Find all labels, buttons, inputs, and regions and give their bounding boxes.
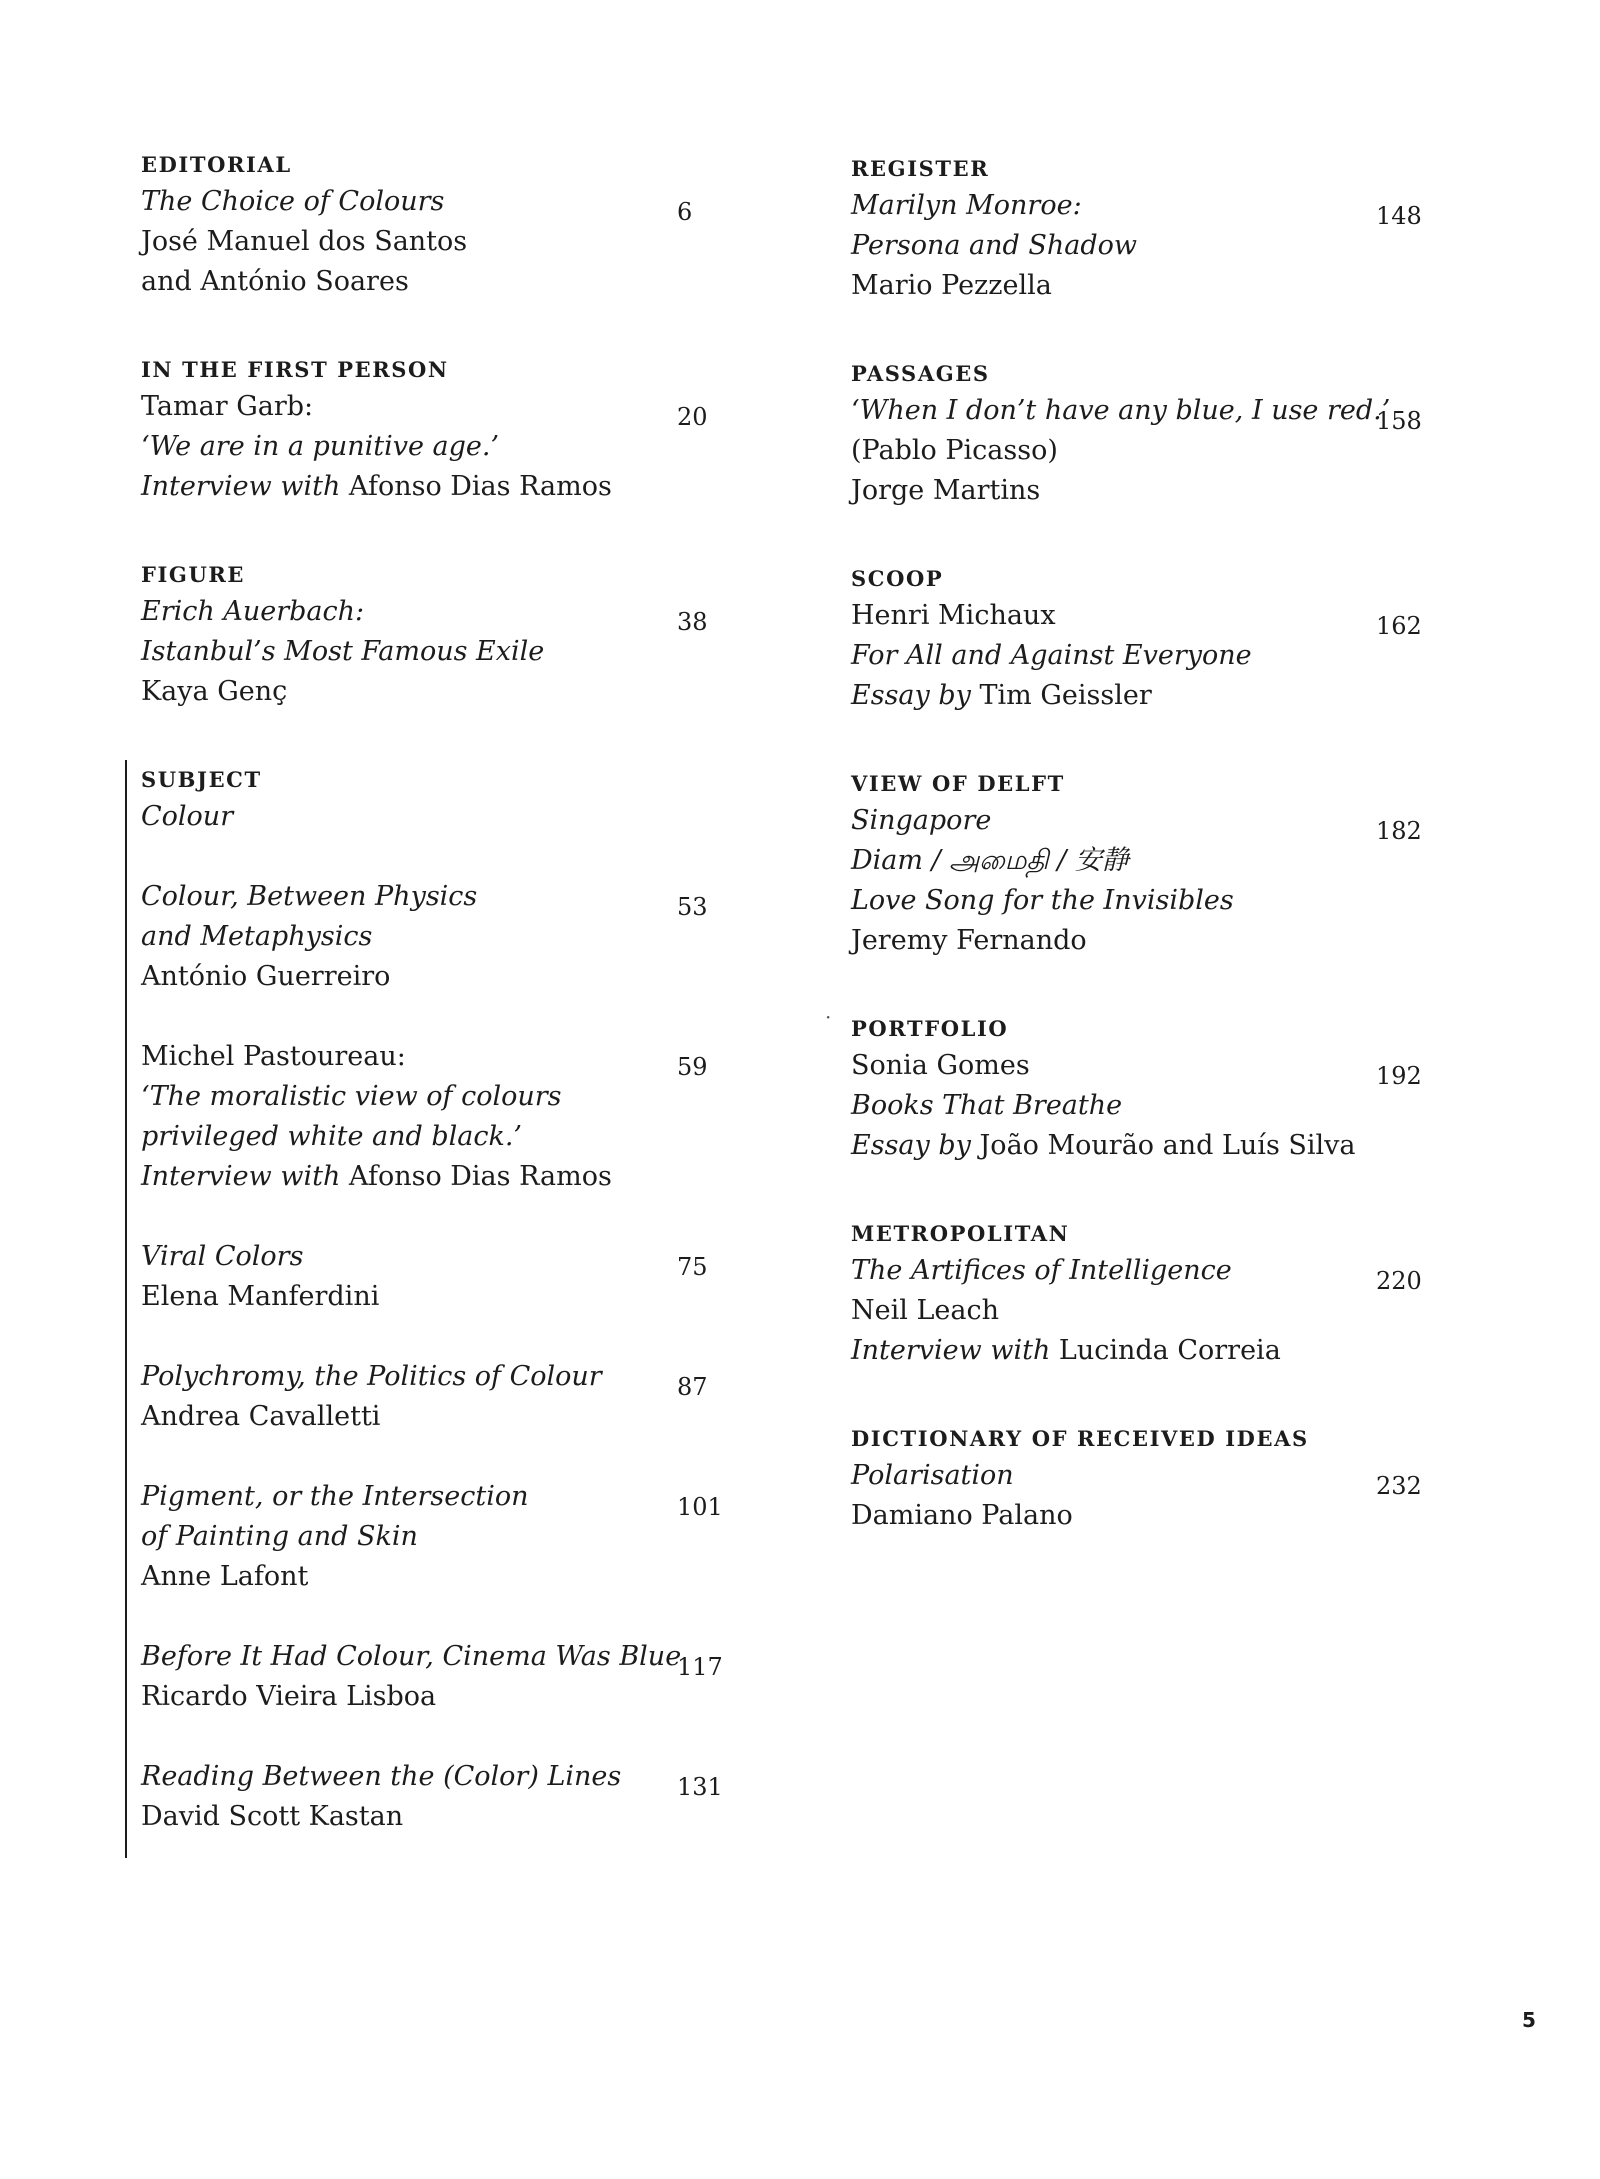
entry-line [141,1077,741,1117]
section-heading: SCOOP [851,566,944,591]
section-heading: PASSAGES [851,361,990,386]
italic-text: Colour [141,801,234,832]
italic-text: Interview with [851,1335,1059,1366]
section-heading: METROPOLITAN [851,1221,1070,1246]
section-heading: EDITORIAL [141,152,292,177]
italic-text: Interview with [141,471,349,502]
italic-text: Pigment, or the Intersection [141,1481,529,1512]
page-ref: 38 [677,608,708,636]
entry-line [141,1037,741,1077]
entry-line [141,1277,741,1317]
italic-text: The Choice of Colours [141,186,445,217]
entry-line [141,877,741,917]
toc-section-metropolitan [851,1217,1451,1371]
italic-text: Interview with [141,1161,349,1192]
page-ref: 117 [677,1653,723,1681]
italic-text: Polarisation [851,1460,1014,1491]
toc-section-scoop [851,562,1451,716]
roman-text: David Scott Kastan [141,1801,404,1832]
page-ref: 59 [677,1053,708,1081]
entry-line [141,1797,741,1837]
toc-entry [141,592,741,712]
entry-line [141,222,741,262]
entry-line [141,917,741,957]
italic-text: Marilyn Monroe: [851,190,1082,221]
toc-section-portfolio [851,1012,1451,1166]
toc-entry [851,186,1451,306]
entry-line [141,1117,741,1157]
italic-text: and Metaphysics [141,921,373,952]
roman-text: Neil Leach [851,1295,999,1326]
italic-text: Before It Had Colour, Cinema Was Blue [141,1641,682,1672]
roman-text: Lucinda Correia [1058,1335,1281,1366]
entry-line [851,921,1451,961]
toc-entry [851,596,1451,716]
section-heading: SUBJECT [141,767,262,792]
toc-entry [141,877,741,997]
toc-section-subject [141,763,741,1837]
roman-text: Sonia Gomes [851,1050,1030,1081]
roman-text: Ricardo Vieira Lisboa [141,1681,437,1712]
entry-line [141,1477,741,1517]
toc-entry [141,1237,741,1317]
entry-line [851,1251,1451,1291]
entry-line [141,387,741,427]
roman-text: Damiano Palano [851,1500,1073,1531]
entry-line [141,1237,741,1277]
italic-text: The Artifices of Intelligence [851,1255,1232,1286]
entry-line [141,1557,741,1597]
entry-line [141,1637,741,1677]
toc-entry [141,797,741,837]
entry-line [851,1126,1451,1166]
page-ref: 87 [677,1373,708,1401]
italic-text: Essay by [851,680,980,711]
italic-text: Essay by [851,1130,980,1161]
entry-line [851,391,1451,431]
stray-mark: · [825,1005,832,1029]
page-ref: 182 [1376,817,1422,845]
page-ref: 192 [1376,1062,1422,1090]
page-ref: 20 [677,403,708,431]
entry-line [851,1086,1451,1126]
toc-entry [141,1357,741,1437]
entry-line [141,182,741,222]
italic-text: ‘We are in a punitive age.’ [141,431,500,462]
toc-left-column [141,148,741,1888]
entry-line [141,467,741,507]
entry-line [851,226,1451,266]
page-ref: 53 [677,893,708,921]
entry-line [851,431,1451,471]
entry-line [141,1757,741,1797]
page-ref: 131 [677,1773,723,1801]
entry-line [141,957,741,997]
entry-line [851,266,1451,306]
roman-text: José Manuel dos Santos [141,226,468,257]
page-ref: 162 [1376,612,1422,640]
section-heading: FIGURE [141,562,246,587]
roman-text: Kaya Genç [141,676,288,707]
toc-section-view-of-delft [851,767,1451,961]
page-ref: 220 [1376,1267,1422,1295]
roman-text: Andrea Cavalletti [141,1401,381,1432]
entry-line [851,1456,1451,1496]
toc-entry [851,391,1451,511]
entry-line [141,262,741,302]
toc-section-editorial [141,148,741,302]
roman-text: Anne Lafont [141,1561,309,1592]
entry-line [141,1397,741,1437]
entry-line [141,592,741,632]
section-heading: IN THE FIRST PERSON [141,357,449,382]
italic-text: Erich Auerbach: [141,596,365,627]
roman-text: João Mourão and Luís Silva [979,1130,1356,1161]
roman-text: Henri Michaux [851,600,1056,631]
section-heading: VIEW OF DELFT [851,771,1065,796]
section-heading: REGISTER [851,156,990,181]
italic-text: Love Song for the Invisibles [851,885,1234,916]
toc-entry [141,182,741,302]
section-heading: PORTFOLIO [851,1016,1009,1041]
roman-text: Elena Manferdini [141,1281,380,1312]
toc-entry [141,1757,741,1837]
italic-text: ‘The moralistic view of colours [141,1081,562,1112]
toc-section-register [851,152,1451,306]
entry-line [141,1357,741,1397]
entry-line [851,471,1451,511]
page-number: 5 [1522,2008,1536,2032]
italic-text: Books That Breathe [851,1090,1123,1121]
italic-text: of Painting and Skin [141,1521,418,1552]
italic-text: Istanbul’s Most Famous Exile [141,636,545,667]
entry-line [851,636,1451,676]
roman-text: and António Soares [141,266,409,297]
page-ref: 75 [677,1253,708,1281]
entry-line [851,801,1451,841]
roman-text: Jorge Martins [851,475,1041,506]
italic-text: Diam / அமைதி / 安静 [851,845,1129,876]
page-ref: 6 [677,198,693,226]
italic-text: ‘When I don’t have any blue, I use red.’ [851,395,1391,426]
toc-entry [851,1456,1451,1536]
italic-text: Polychromy, the Politics of Colour [141,1361,602,1392]
italic-text: Viral Colors [141,1241,304,1272]
entry-line [141,1157,741,1197]
toc-entry [851,801,1451,961]
entry-line [851,1496,1451,1536]
entry-line [141,1517,741,1557]
italic-text: Reading Between the (Color) Lines [141,1761,622,1792]
page-ref: 232 [1376,1472,1422,1500]
entry-line [141,797,741,837]
italic-text: Persona and Shadow [851,230,1138,261]
roman-text: Michel Pastoureau: [141,1041,406,1072]
entry-line [851,1046,1451,1086]
toc-entry [141,387,741,507]
italic-text: For All and Against Everyone [851,640,1252,671]
roman-text: Afonso Dias Ramos [348,471,612,502]
toc-section-dictionary-of-received-ideas [851,1422,1451,1536]
entry-line [851,841,1451,881]
entry-line [851,881,1451,921]
subject-vertical-rule [125,760,127,1858]
roman-text: Jeremy Fernando [851,925,1087,956]
page-ref: 101 [677,1493,723,1521]
toc-section-figure [141,558,741,712]
toc-entry [851,1046,1451,1166]
entry-line [141,672,741,712]
entry-line [141,427,741,467]
toc-right-column [851,152,1451,1587]
entry-line [141,632,741,672]
toc-entry [851,1251,1451,1371]
italic-text: privileged white and black.’ [141,1121,523,1152]
entry-line [851,186,1451,226]
roman-text: Tim Geissler [979,680,1152,711]
entry-line [851,1331,1451,1371]
entry-line [851,596,1451,636]
italic-text: Singapore [851,805,992,836]
entry-line [851,1291,1451,1331]
roman-text: António Guerreiro [141,961,391,992]
toc-entry [141,1037,741,1197]
section-heading: DICTIONARY OF RECEIVED IDEAS [851,1426,1309,1451]
roman-text: (Pablo Picasso) [851,435,1058,466]
page-ref: 148 [1376,202,1422,230]
roman-text: Afonso Dias Ramos [348,1161,612,1192]
roman-text: Mario Pezzella [851,270,1052,301]
toc-section-passages [851,357,1451,511]
entry-line [851,676,1451,716]
page-ref: 158 [1376,407,1422,435]
toc-entry [141,1637,741,1717]
toc-entry [141,1477,741,1597]
roman-text: Tamar Garb: [141,391,314,422]
entry-line [141,1677,741,1717]
italic-text: Colour, Between Physics [141,881,478,912]
toc-section-in-the-first-person [141,353,741,507]
